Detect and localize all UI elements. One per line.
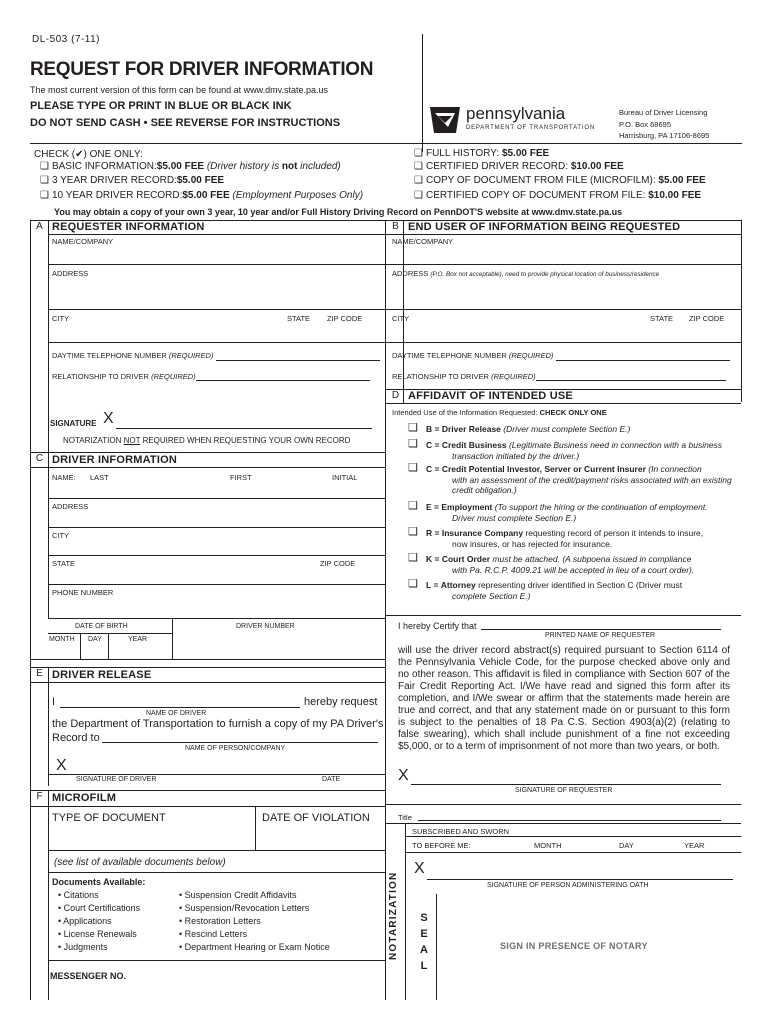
option-name: Credit Business [441,440,507,450]
section-d-letter: D [391,390,400,401]
divider [385,234,741,235]
option-desc: representing driver identified in Section C (Driver must [478,580,683,590]
checkbox-icon[interactable]: ❑ [408,462,418,474]
label-note: (REQUIRED) [151,372,196,381]
requester-address-line[interactable] [48,309,385,310]
option-code: C = [426,440,440,450]
label-text: DAYTIME TELEPHONE NUMBER [52,351,167,360]
subscribed-label: SUBSCRIBED AND SWORN [412,827,510,836]
dob-line[interactable] [30,659,385,660]
requester-city-line[interactable] [48,342,385,343]
driver-address-label: ADDRESS [52,502,89,511]
signature-x-mark: X [414,860,425,877]
affidavit-statement: will use the driver record abstract(s) required pursuant to Section 6114 of the Pennsylvania Vehicle Code, for the purpose checked above only and no other reason. This affidavit is filed in compliance with Section 607 of the Fair Credit Reporting Act. I/We have read and signed this form after its completion, and I/We swear or affirm that the statements made herein are true and correct, and that any statement made on or pursuant to this form is subject to the penalties of 18 Pa C.S. Section 4903(a)(2) (relating to false swearing), which shall include punishment of a fine not exceeding $5,000, or to a term of imprisonment of not more than two years, or both. [398,645,730,752]
notary-signature-line[interactable] [427,879,733,880]
dob-label: DATE OF BIRTH [75,623,128,630]
option-note: (Employment Purposes Only) [232,190,364,201]
option-desc: complete Section E.) [452,590,531,601]
seal-letter: E [420,928,428,940]
driver-zip-label: ZIP CODE [320,559,356,568]
type-of-document-label: TYPE OF DOCUMENT [52,812,166,824]
signature-x-mark: X [398,767,409,784]
section-c-title: DRIVER INFORMATION [52,454,178,466]
option-desc: must be attached. (A subpoena issued in compliance [492,554,692,564]
checkbox-icon[interactable]: ❑ [414,175,423,186]
intended-option-driver-release[interactable] [408,422,738,438]
requester-signature-line[interactable] [116,428,372,429]
label-bold: CHECK ONLY ONE [539,408,607,417]
document-item-label: License Renewals [63,929,137,939]
option-desc: (In connection [648,464,702,474]
requester-name-label: NAME/COMPANY [52,237,114,246]
intended-option-insurance[interactable] [408,526,738,552]
divider [30,790,385,791]
option-code: C = [426,464,440,474]
option-name: Employment [441,502,493,512]
messenger-number-label: MESSENGER NO. [50,971,127,981]
option-name: Credit Potential Investor, Server or Current Insurer [441,464,646,474]
checkbox-icon[interactable]: ❑ [408,422,418,434]
option-note: included) [297,161,341,172]
document-item-label: Suspension Credit Affidavits [184,890,297,900]
option-note: (Driver history is [206,161,282,172]
end-user-relationship-line[interactable] [536,380,726,381]
divider [48,872,385,873]
option-3-year-record[interactable] [40,175,224,186]
option-basic-information[interactable] [40,161,341,172]
name-of-driver-label: NAME OF DRIVER [146,710,207,717]
divider [48,667,49,682]
divider [385,615,741,616]
notarization-note [63,436,350,445]
option-desc: requesting record of person it intends to insure, [525,528,704,538]
end-user-zip-label: ZIP CODE [689,314,725,323]
document-item: • Suspension Credit Affidavits [179,890,297,900]
seal-letter: L [420,960,428,972]
label-text: Intended Use of the Information Requested: [392,408,538,417]
option-fee: $5.00 FEE [501,148,550,159]
label-text: RELATIONSHIP TO DRIVER [52,372,149,381]
divider [48,682,49,786]
divider [30,806,385,807]
printed-name-line[interactable] [481,629,721,630]
requester-signature-label: SIGNATURE [50,419,97,428]
notary-month-label: MONTH [534,841,562,850]
end-user-state-label: STATE [650,314,674,323]
form-subtitle: The most current version of this form can be found at www.dmv.state.pa.us [30,85,328,95]
driver-signature-line[interactable] [48,774,385,775]
document-item: • Applications [58,916,112,926]
section-e-title: DRIVER RELEASE [52,669,152,681]
checkbox-icon[interactable]: ❑ [40,190,49,201]
option-desc: (To support the hiring or the continuation of employment. [494,502,708,512]
document-item: • Suspension/Revocation Letters [179,903,310,913]
end-user-relationship-label [392,372,536,381]
documents-right-list [179,889,330,954]
checkbox-icon[interactable]: ❑ [408,438,418,450]
date-of-violation-label: DATE OF VIOLATION [262,812,370,824]
requester-address-label: ADDRESS [52,269,89,278]
option-full-history[interactable] [414,148,549,159]
check-heading: CHECK (✔) ONE ONLY: [34,149,143,160]
document-item-label: Rescind Letters [184,929,248,939]
divider [108,633,109,659]
document-item-label: Judgments [63,942,108,952]
document-item: • Judgments [58,942,108,952]
document-item: • Citations [58,890,99,900]
divider [385,804,741,805]
checkbox-icon[interactable]: ❑ [414,161,423,172]
frame-left [30,220,31,1000]
intended-option-court-order[interactable] [408,552,738,578]
document-item-label: Suspension/Revocation Letters [184,903,310,913]
requester-signature-label: SIGNATURE OF REQUESTER [515,787,613,794]
document-item-label: Restoration Letters [184,916,261,926]
option-label: COPY OF DOCUMENT FROM FILE (MICROFILM): [425,175,656,186]
label-text: ADDRESS [392,269,429,278]
option-fee: $5.00 FEE [176,175,225,186]
option-desc: transaction initiated by the driver.) [452,450,580,461]
section-b-title: END USER OF INFORMATION BEING REQUESTED [408,221,681,233]
seal-letters [418,910,430,974]
note-underline: NOT [123,436,141,445]
release-dept-text: the Department of Transportation to furnish a copy of my PA Driver's [52,718,384,730]
divider [48,452,49,467]
form-number: DL-503 (7-11) [32,34,101,45]
option-code: L = [426,580,439,590]
signature-x-mark: X [103,410,114,427]
label-text: DAYTIME TELEPHONE NUMBER [392,351,507,360]
option-label: BASIC INFORMATION: [51,161,157,172]
option-code: E = [426,502,439,512]
intended-option-attorney[interactable] [408,578,738,604]
divider [385,403,741,404]
requester-affidavit-signature-line[interactable] [411,784,721,785]
checkbox-icon[interactable]: ❑ [40,161,49,172]
printed-name-label: PRINTED NAME OF REQUESTER [545,632,656,639]
label-note: (REQUIRED) [508,351,554,360]
bureau-address [619,107,709,142]
notary-divider [405,823,406,1000]
option-label: CERTIFIED DRIVER RECORD: [425,161,569,172]
option-note-bold: not [281,161,298,172]
option-fee: $10.00 FEE [648,190,702,201]
option-certified-record[interactable] [414,161,624,172]
checkbox-icon[interactable]: ❑ [408,526,418,538]
release-driver-name-line[interactable] [60,707,300,708]
intended-use-label [392,408,607,417]
section-b-letter: B [392,221,399,232]
driver-last-label: LAST [90,473,109,482]
notary-day-label: DAY [619,841,634,850]
section-c-letter: C [35,453,44,464]
label-note: (P.O. Box not acceptable), need to provide physical location of business/residence [430,271,660,278]
checkbox-icon[interactable]: ❑ [40,175,49,186]
requester-relationship-line[interactable] [196,380,370,381]
divider [30,667,385,668]
document-item: • Restoration Letters [179,916,261,926]
notary-year-label: YEAR [684,841,705,850]
before-me-label: TO BEFORE ME: [412,841,471,850]
driver-number-label: DRIVER NUMBER [236,623,295,630]
divider [405,836,741,837]
section-a-title: REQUESTER INFORMATION [52,221,205,233]
driver-name-label: NAME: [52,473,76,482]
option-10-year-record[interactable] [40,190,363,201]
option-label: CERTIFIED COPY OF DOCUMENT FROM FILE: [425,190,646,201]
document-item-label: Department Hearing or Exam Notice [184,942,330,952]
certify-label: I hereby Certify that [398,621,477,631]
notarization-vertical-label: NOTARIZATION [388,871,399,960]
driver-state-line[interactable] [48,584,385,585]
requester-city-label: CITY [52,314,70,323]
document-type-line[interactable] [48,850,385,851]
divider [48,790,49,1000]
form-title: REQUEST FOR DRIVER INFORMATION [30,59,374,80]
seal-letter: A [420,944,428,956]
document-item-label: Court Certifications [63,903,141,913]
label-note: (REQUIRED) [491,372,536,381]
requester-zip-label: ZIP CODE [327,314,363,323]
title-line[interactable] [418,820,721,821]
requester-phone-label [52,351,213,360]
driver-address-line[interactable] [48,527,385,528]
end-user-city-label: CITY [392,314,410,323]
seal-letter: S [420,912,428,924]
option-desc: credit obligation.) [452,485,517,495]
end-user-phone-label [392,351,553,360]
intended-option-credit-investor[interactable] [408,462,738,500]
divider [255,806,256,850]
driver-state-label: STATE [52,559,76,568]
release-date-label: DATE [322,776,341,783]
intended-use-options [408,422,738,604]
release-hereby: hereby request [304,696,378,708]
option-desc: (Driver must complete Section E.) [503,424,631,434]
frame-middle [385,220,386,1000]
document-item: • Rescind Letters [179,929,248,939]
option-label: 3 YEAR DRIVER RECORD: [51,175,177,186]
divider [385,823,741,824]
checkbox-icon[interactable]: ❑ [408,578,418,590]
document-item: • Court Certifications [58,903,141,913]
driver-phone-label: PHONE NUMBER [52,588,114,597]
title-label: Title [398,813,412,822]
option-fee: $5.00 FEE [156,161,205,172]
requester-relationship-label [52,372,196,381]
option-code: B = [426,424,440,434]
signature-of-driver-label: SIGNATURE OF DRIVER [76,776,157,783]
divider [30,682,385,683]
document-item-label: Applications [63,916,112,926]
option-certified-copy[interactable] [414,190,701,201]
divider [172,618,173,659]
option-name: Driver Release [441,424,501,434]
option-desc: Driver must complete Section E.) [452,512,577,523]
section-d-title: AFFIDAVIT OF INTENDED USE [408,390,573,402]
label-note: (REQUIRED) [168,351,214,360]
end-user-address-label [392,269,659,278]
requester-phone-line[interactable] [216,360,380,361]
document-item: • License Renewals [58,929,137,939]
option-label: 10 YEAR DRIVER RECORD: [51,190,183,201]
option-desc: now insures, or has rejected for insurance. [452,538,613,549]
website-note: You may obtain a copy of your own 3 year, 10 year and/or Full History Driving Record on PennDOT'S website at www.dmv.state.pa.us [54,207,623,217]
sign-presence-notary: SIGN IN PRESENCE OF NOTARY [500,941,648,951]
option-desc: with Pa. R.C.P. 4009.21 will be accepted in lieu of a court order). [452,564,695,575]
driver-city-label: CITY [52,531,70,540]
document-item-label: Citations [63,890,99,900]
option-desc: with an assessment of the credit/payment risks associated with an existing [452,474,732,485]
end-user-city-line[interactable] [385,342,741,343]
frame-right [741,220,742,402]
divider [80,633,81,659]
section-e-letter: E [36,668,43,679]
divider [48,618,385,619]
driver-name-line[interactable] [48,498,385,499]
dob-day-label: DAY [88,636,102,643]
end-user-phone-line[interactable] [556,360,730,361]
divider [48,633,172,634]
option-name: Attorney [440,580,476,590]
signature-x-mark: X [56,757,67,774]
option-name: Court Order [441,554,491,564]
note-text: REQUIRED WHEN REQUESTING YOUR OWN RECORD [140,436,351,445]
option-fee: $5.00 FEE [182,190,230,201]
checkbox-icon[interactable]: ❑ [408,552,418,564]
address-line: Bureau of Driver Licensing [619,108,708,117]
checkbox-icon[interactable]: ❑ [414,148,423,159]
release-record-to: Record to [52,732,100,744]
address-line: Harrisburg, PA 17106-8695 [619,131,710,140]
documents-available-heading: Documents Available: [52,877,146,887]
checkbox-icon[interactable]: ❑ [408,500,418,512]
release-person-line[interactable] [102,742,378,743]
intended-option-employment[interactable] [408,500,738,526]
notary-date-line[interactable] [405,852,741,853]
option-name: Insurance Company [441,528,524,538]
divider [30,452,385,453]
driver-first-label: FIRST [230,473,252,482]
label-text: RELATIONSHIP TO DRIVER [392,372,489,381]
section-a-letter: A [36,221,43,232]
option-fee: $10.00 FEE [570,161,624,172]
divider [30,467,385,468]
requester-state-label: STATE [287,314,311,323]
divider [30,143,742,144]
option-code: R = [426,528,440,538]
option-fee: $5.00 FEE [658,175,706,186]
end-user-address-line[interactable] [385,309,741,310]
option-label: FULL HISTORY: [425,148,500,159]
instruction-ink: PLEASE TYPE OR PRINT IN BLUE OR BLACK INK [30,100,292,112]
option-copy-document[interactable] [414,175,706,186]
option-desc: (Legitimate Business need in connection with a business [508,440,723,450]
frame-inner-left [48,220,49,457]
divider [48,960,385,961]
documents-left-list [58,889,140,954]
notary-signature-label: SIGNATURE OF PERSON ADMINISTERING OATH [487,882,649,889]
address-line: P.O. Box 68695 [619,119,671,129]
instruction-cash: DO NOT SEND CASH • SEE REVERSE FOR INSTRUCTIONS [30,117,341,129]
end-user-name-label: NAME/COMPANY [392,237,454,246]
driver-initial-label: INITIAL [332,473,358,482]
driver-city-line[interactable] [48,555,385,556]
logo-name: pennsylvania [466,104,566,123]
header-divider [422,34,423,152]
see-list-note: (see list of available documents below) [54,857,226,868]
dob-month-label: MONTH [49,636,75,643]
document-item: • Department Hearing or Exam Notice [179,942,330,952]
logo-department: DEPARTMENT OF TRANSPORTATION [466,125,595,131]
end-user-name-line[interactable] [385,264,741,265]
name-of-person-label: NAME OF PERSON/COMPANY [185,745,286,752]
section-f-letter: F [36,791,43,802]
divider [48,467,49,618]
note-text: NOTARIZATION [63,436,124,445]
dob-year-label: YEAR [128,636,148,643]
checkbox-icon[interactable]: ❑ [414,190,423,201]
intended-option-credit-business[interactable] [408,438,738,462]
requester-name-line[interactable] [48,264,385,265]
keystone-logo-icon [428,103,462,137]
option-code: K = [426,554,440,564]
divider [48,234,385,235]
release-i: I [52,696,56,708]
section-f-title: MICROFILM [52,792,117,804]
seal-divider [436,894,437,1000]
